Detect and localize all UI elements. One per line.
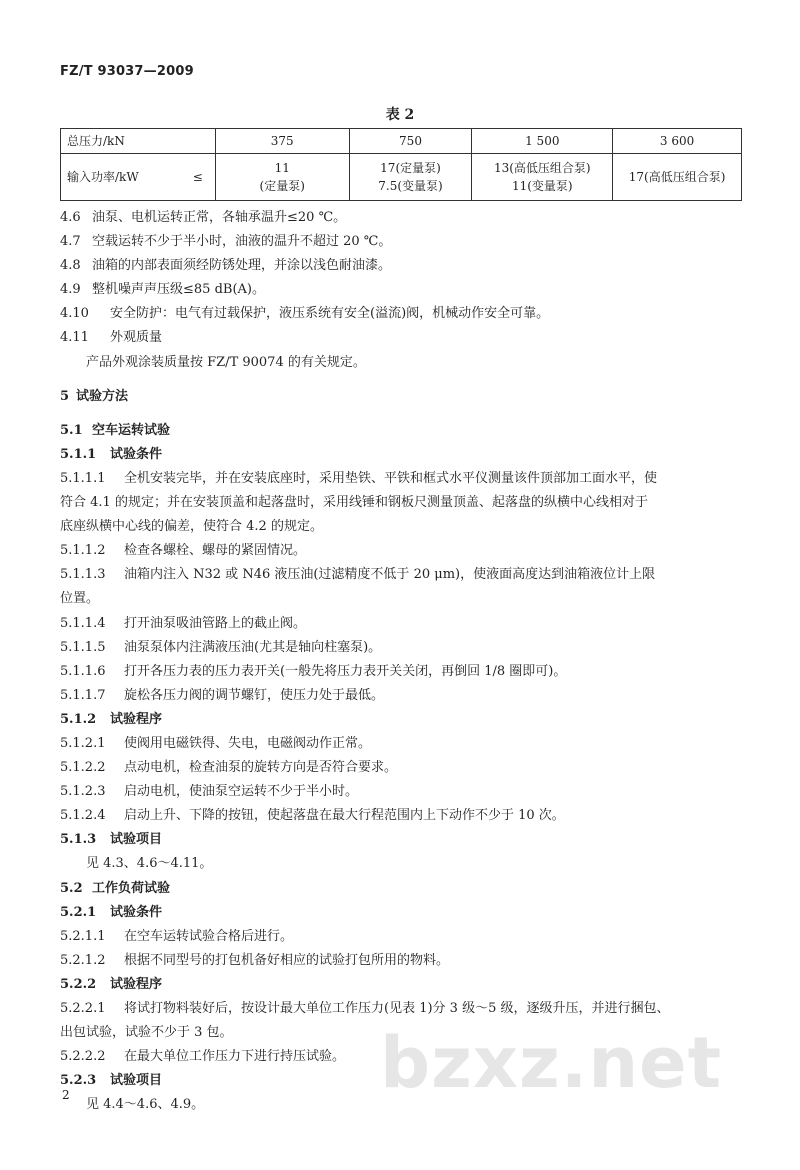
table-cell: 375 [215, 129, 349, 154]
clause-text: 试验条件 [110, 446, 163, 462]
clause-line [60, 901, 746, 925]
clause-text: 启动上升、下降的按钮，使起落盘在最大行程范围内上下动作不少于 10 次。 [124, 808, 565, 824]
table-cell: 750 [349, 129, 472, 154]
clause-line [60, 254, 746, 278]
clause-line [60, 804, 746, 828]
clause-number: 5.2 [60, 880, 83, 896]
clause-text: 根据不同型号的打包机备好相应的试验打包所用的物料。 [124, 952, 450, 968]
clause-line [60, 925, 746, 949]
clause-line [60, 419, 746, 443]
clause-line [60, 997, 746, 1021]
clause-text: 空车运转试验 [92, 422, 171, 438]
clause-line [60, 539, 746, 563]
clause-number: 5.1.1.4 [60, 615, 106, 631]
clause-line [60, 612, 746, 636]
clause-text: 试验项目 [110, 1073, 163, 1089]
cell-line: 13(高低压组合泵) [493, 161, 591, 175]
table-cell [215, 154, 349, 201]
clause-number: 5.1.2.2 [60, 760, 106, 776]
clause-number: 4.8 [60, 258, 81, 274]
clause-line [60, 636, 746, 660]
clause-number: 5.1.2.1 [60, 735, 106, 751]
clause-text: 在空车运转试验合格后进行。 [124, 928, 294, 944]
clause-line [60, 684, 746, 708]
clause-number: 5.1.2.3 [60, 784, 106, 800]
text-line [60, 587, 746, 611]
clause-line [60, 326, 746, 350]
clause-line [60, 756, 746, 780]
clause-number: 5.1.1.2 [60, 543, 106, 559]
table-cell: 3 600 [613, 129, 742, 154]
clause-line [60, 385, 746, 409]
clause-text: 旋松各压力阀的调节螺钉，使压力处于最低。 [124, 687, 385, 703]
clause-number: 5.1.1.1 [60, 470, 106, 486]
clause-text: 启动电机，使油泵空运转不少于半小时。 [124, 784, 359, 800]
clause-text: 全机安装完毕，并在安装底座时，采用垫铁、平铁和框式水平仪测量该件顶部加工面水平，使 [124, 470, 658, 486]
clause-text: 试验程序 [110, 711, 163, 727]
clause-number: 4.10 [60, 306, 89, 322]
clause-number: 5.2.1 [60, 904, 97, 920]
clause-text: 底座纵横中心线的偏差，使符合 4.2 的规定。 [60, 519, 323, 535]
cell-line: 17(高低压组合泵) [628, 170, 726, 184]
clause-number: 4.7 [60, 234, 81, 250]
clause-line [60, 660, 746, 684]
text-line [60, 351, 746, 375]
cell-line: (定量泵) [259, 179, 305, 193]
clause-number: 5.2.1.1 [60, 928, 106, 944]
clause-text: 油泵泵体内注满液压油(尤其是轴向柱塞泵)。 [124, 639, 382, 655]
clause-number: 5.1 [60, 422, 83, 438]
clause-text: 空载运转不少于半小时，油液的温升不超过 20 ℃。 [92, 234, 392, 250]
clause-text: 整机噪声声压级≤85 dB(A)。 [92, 282, 265, 298]
clause-line [60, 467, 746, 491]
clause-number: 5.2.2 [60, 976, 97, 992]
clause-number: 5.1.2 [60, 711, 97, 727]
table-row [61, 154, 742, 201]
clause-text: 打开各压力表的压力表开关(一般先将压力表开关关闭，再倒回 1/8 圈即可)。 [124, 663, 567, 679]
clause-number: 4.6 [60, 210, 81, 225]
clause-line [60, 230, 746, 254]
table-cell [472, 154, 613, 201]
watermark: bzxz.net [380, 1022, 723, 1104]
clause-line [60, 732, 746, 756]
clause-text: 外观质量 [110, 330, 163, 346]
clause-text: 使阀用电磁铁得、失电，电磁阀动作正常。 [124, 735, 372, 751]
clause-number: 5 [60, 388, 70, 404]
clause-text: 点动电机，检查油泵的旋转方向是否符合要求。 [124, 760, 398, 776]
clause-number: 4.11 [60, 330, 89, 346]
clause-text: 工作负荷试验 [92, 880, 171, 896]
clause-line [60, 780, 746, 804]
clause-number: 5.1.1.6 [60, 663, 106, 679]
clause-text: 见 4.3、4.6～4.11。 [86, 856, 213, 872]
clause-line [60, 708, 746, 732]
cell-line: 7.5(变量泵) [378, 179, 443, 193]
spec-table [60, 128, 742, 201]
cell-line: 11(变量泵) [511, 179, 573, 193]
document-body [60, 206, 746, 1117]
clause-line [60, 877, 746, 901]
clause-number: 5.1.1.5 [60, 639, 106, 655]
clause-number: 5.2.2.1 [60, 1001, 106, 1016]
clause-text: 符合 4.1 的规定；并在安装顶盖和起落盘时，采用线锤和钢板尺测量顶盖、起落盘的纵横中心线相对于 [60, 495, 648, 511]
table-cell: 1 500 [472, 129, 613, 154]
clause-number: 4.9 [60, 282, 81, 298]
clause-line [60, 973, 746, 997]
clause-text: 试验程序 [110, 976, 163, 992]
text-line [60, 515, 746, 539]
spacer [60, 375, 746, 385]
spacer [60, 409, 746, 419]
clause-text: 见 4.4～4.6、4.9。 [86, 1097, 205, 1113]
cell-line: 11 [274, 161, 290, 175]
table-cell [613, 154, 742, 201]
standard-number: FZ/T 93037—2009 [60, 64, 194, 79]
text-line [60, 852, 746, 876]
clause-text: 产品外观涂装质量按 FZ/T 90074 的有关规定。 [86, 354, 366, 370]
clause-text: 位置。 [60, 591, 100, 607]
clause-line [60, 302, 746, 326]
clause-line [60, 443, 746, 467]
row-header-pressure: 总压力/kN [61, 129, 216, 154]
clause-number: 5.1.2.4 [60, 808, 106, 824]
clause-text: 安全防护：电气有过载保护，液压系统有安全(溢流)阀，机械动作安全可靠。 [110, 306, 550, 322]
clause-text: 将试打物料装好后，按设计最大单位工作压力(见表 1)分 3 级～5 级，逐级升压，并进行捆包、 [124, 1001, 670, 1016]
clause-text: 打开油泵吸油管路上的截止阀。 [124, 615, 307, 631]
text-line [60, 491, 746, 515]
clause-line [60, 206, 746, 230]
cell-line: 17(定量泵) [380, 161, 441, 175]
clause-text: 试验方法 [76, 388, 129, 404]
table-caption: 表 2 [385, 107, 415, 123]
clause-text: 油箱的内部表面须经防锈处理，并涂以浅色耐油漆。 [92, 258, 392, 274]
page-number: 2 [62, 1088, 70, 1102]
clause-line [60, 278, 746, 302]
clause-number: 5.2.1.2 [60, 952, 106, 968]
clause-text: 试验条件 [110, 904, 163, 920]
clause-text: 油泵、电机运转正常，各轴承温升≤20 ℃。 [92, 210, 347, 225]
table-cell [349, 154, 472, 201]
clause-number: 5.1.3 [60, 832, 97, 848]
clause-text: 出包试验，试验不少于 3 包。 [60, 1025, 233, 1041]
clause-number: 5.2.2.2 [60, 1049, 106, 1065]
clause-text: 在最大单位工作压力下进行持压试验。 [124, 1049, 346, 1065]
clause-number: 5.2.3 [60, 1073, 97, 1089]
table-row [61, 129, 742, 154]
clause-number: 5.1.1.3 [60, 567, 106, 583]
clause-line [60, 563, 746, 587]
clause-line [60, 828, 746, 852]
clause-line [60, 949, 746, 973]
clause-number: 5.1.1 [60, 446, 97, 462]
clause-text: 试验项目 [110, 832, 163, 848]
row-header-power-label: 输入功率/kW [67, 170, 139, 184]
clause-number: 5.1.1.7 [60, 687, 106, 703]
row-header-power [61, 154, 216, 201]
clause-text: 检查各螺栓、螺母的紧固情况。 [124, 543, 307, 559]
less-equal-symbol: ≤ [192, 170, 203, 184]
clause-text: 油箱内注入 N32 或 N46 液压油(过滤精度不低于 20 μm)，使液面高度达到油箱液位计上限 [124, 567, 656, 583]
